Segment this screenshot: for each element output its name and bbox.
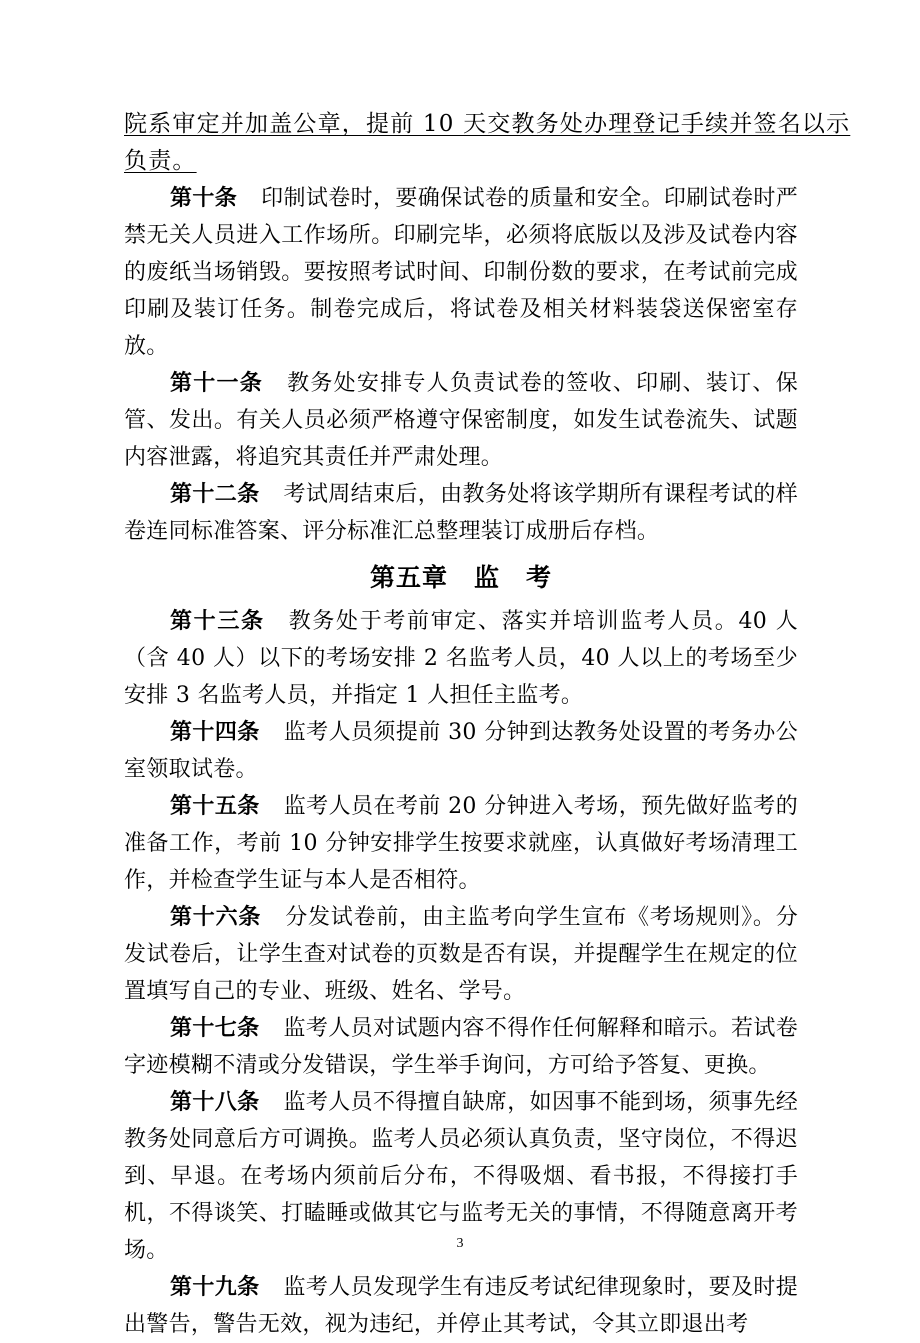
article-text: 监考人员在考前 20 分钟进入考场，预先做好监考的准备工作，考前 10 分钟安排学生按要求就座，认真做好考场清理工作，并检查学生证与本人是否相符。 — [124, 794, 799, 893]
article-text: 教务处安排专人负责试卷的签收、印刷、装订、保管、发出。有关人员必须严格遵守保密制度，如发生试卷流失、试题内容泄露，将追究其责任并严肃处理。 — [124, 371, 798, 470]
article-text: 教务处于考前审定、落实并培训监考人员。40 人（含 40 人）以下的考场安排 2 名监考人员，40 人以上的考场至少安排 3 名监考人员，并指定 1 人担任主监考。 — [124, 609, 798, 708]
article-19 — [124, 1269, 798, 1343]
article-text: 监考人员须提前 30 分钟到达教务处设置的考务办公室领取试卷。 — [124, 720, 799, 782]
article-label: 第十一条 — [170, 371, 264, 396]
article-label: 第十条 — [170, 186, 238, 211]
article-12 — [124, 476, 798, 550]
article-17 — [124, 1010, 798, 1084]
page-number: 3 — [456, 1236, 464, 1251]
article-14 — [124, 714, 798, 788]
article-text: 监考人员对试题内容不得作任何解释和暗示。若试卷字迹模糊不清或分发错误，学生举手询问，方可给予答复、更换。 — [124, 1016, 799, 1078]
article-label: 第十八条 — [170, 1090, 260, 1115]
article-11 — [124, 365, 798, 476]
article-16 — [124, 899, 798, 1010]
article-text: 监考人员发现学生有违反考试纪律现象时，要及时提出警告，警告无效，视为违纪，并停止其考试，令其立即退出考 — [124, 1275, 799, 1337]
article-text: 印制试卷时，要确保试卷的质量和安全。印刷试卷时严禁无关人员进入工作场所。印刷完毕，必须将底版以及涉及试卷内容的废纸当场销毁。要按照考试时间、印制份数的要求，在考试前完成印刷及装订任务。制卷完成后，将试卷及相关材料装袋送保密室存放。 — [124, 186, 798, 359]
article-10 — [124, 180, 798, 365]
article-label: 第十五条 — [170, 794, 260, 819]
article-label: 第十四条 — [170, 720, 260, 745]
article-label: 第十七条 — [170, 1016, 260, 1041]
article-15 — [124, 788, 798, 899]
article-text: 监考人员不得擅自缺席，如因事不能到场，须事先经教务处同意后方可调换。监考人员必须认真负责，坚守岗位，不得迟到、早退。在考场内须前后分布，不得吸烟、看书报，不得接打手机，不得谈笑、打瞌睡或做其它与监考无关的事情，不得随意离开考场。 — [124, 1090, 799, 1263]
article-label: 第十二条 — [170, 482, 260, 507]
document-body — [124, 106, 851, 1343]
article-label: 第十九条 — [170, 1275, 260, 1300]
carryover-line-1: 院系审定并加盖公章，提前 10 天交教务处办理登记手续并签名以示 — [124, 111, 851, 137]
carryover-line-2: 负责。 — [124, 148, 197, 174]
article-label: 第十三条 — [170, 609, 265, 634]
chapter-title: 第五章 监 考 — [369, 563, 552, 592]
article-label: 第十六条 — [170, 905, 262, 930]
article-text: 分发试卷前，由主监考向学生宣布《考场规则》。分发试卷后，让学生查对试卷的页数是否有误，并提醒学生在规定的位置填写自己的专业、班级、姓名、学号。 — [124, 905, 798, 1004]
article-13 — [124, 603, 798, 714]
article-text: 考试周结束后，由教务处将该学期所有课程考试的样卷连同标准答案、评分标准汇总整理装订成册后存档。 — [124, 482, 799, 544]
